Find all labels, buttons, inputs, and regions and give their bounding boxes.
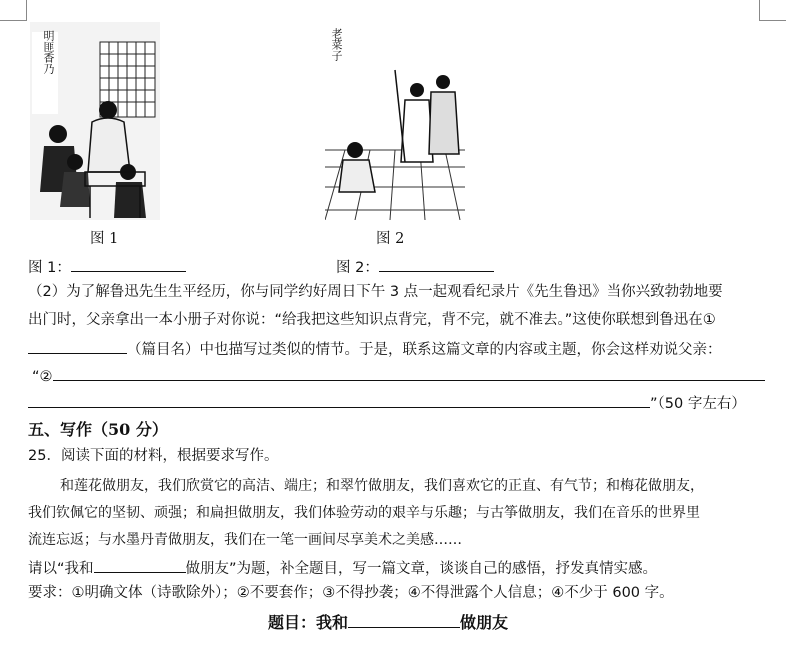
- figure-1-answer-label: 图 1：: [28, 260, 71, 276]
- q2-blank-2b[interactable]: [28, 392, 650, 408]
- q2-line-3-text: （篇目名）中也描写过类似的情节。于是，联系这篇文章的内容或主题，你会这样劝说父亲：: [127, 342, 722, 358]
- writing-prompt-before: 请以“我和: [28, 561, 94, 577]
- figure-1-caption: 图 1: [90, 231, 119, 247]
- q2-line-1: （2）为了解鲁迅先生生平经历，你与同学约好周日下午 3 点一起观看纪录片《先生鲁迅》当你兴致勃勃地要: [28, 284, 723, 300]
- material-line-3: 流连忘返；与水墨丹青做朋友，我们在一笔一画间尽享美术之美感……: [28, 532, 462, 548]
- figure-2-vertical-caption: 老菜子: [330, 28, 343, 61]
- q25-instruction: 25．阅读下面的材料，根据要求写作。: [28, 448, 279, 464]
- section-5-heading: 五、写作（50 分）: [28, 420, 168, 439]
- q2-line-5-suffix: ”（50 字左右）: [650, 396, 746, 412]
- figure-2-answer-row: [336, 256, 494, 278]
- figure-2-caption: 图 2: [376, 231, 405, 247]
- essay-title-before: 题目：我和: [268, 613, 349, 632]
- writing-requirements: 要求：①明确文体（诗歌除外）；②不要套作；③不得抄袭；④不得泄露个人信息；④不少于 600 字。: [28, 585, 674, 601]
- q2-line-3: [28, 338, 722, 360]
- page-corner-mark-right: [759, 0, 786, 21]
- writing-prompt-blank[interactable]: [94, 557, 186, 573]
- q2-line-5: [28, 392, 746, 414]
- writing-prompt: [28, 557, 657, 579]
- q2-line-2: 出门时，父亲拿出一本小册子对你说：“给我把这些知识点背完，背不完，就不准去。”这使你联想到鲁迅在①: [28, 312, 716, 328]
- figure-1-answer-row: [28, 256, 186, 278]
- writing-prompt-after: 做朋友”为题，补全题目，写一篇文章，谈谈自己的感悟，抒发真情实感。: [185, 561, 658, 577]
- figure-2-answer-blank[interactable]: [379, 256, 494, 272]
- material-line-2: 我们钦佩它的坚韧、顽强；和扁担做朋友，我们体验劳动的艰辛与乐趣；与古筝做朋友，我们在音乐的世界里: [28, 505, 700, 521]
- essay-title-blank[interactable]: [348, 611, 460, 628]
- q2-blank-2a[interactable]: [53, 365, 765, 381]
- material-line-1: 和莲花做朋友，我们欣赏它的高洁、端庄；和翠竹做朋友，我们喜欢它的正直、有气节；和梅花做朋友，: [60, 478, 704, 494]
- essay-title-after: 做朋友: [460, 613, 509, 632]
- figure-2-illustration: [325, 22, 465, 220]
- figure-1-vertical-caption: 明匪香乃: [42, 30, 55, 74]
- figure-2-answer-label: 图 2：: [336, 260, 379, 276]
- q2-line-4-prefix: “②: [32, 369, 53, 385]
- essay-title-line: [268, 611, 508, 634]
- q2-blank-1[interactable]: [28, 338, 127, 354]
- q2-line-4: [32, 365, 765, 387]
- figure-1-answer-blank[interactable]: [71, 256, 186, 272]
- page-corner-mark-left: [0, 0, 27, 21]
